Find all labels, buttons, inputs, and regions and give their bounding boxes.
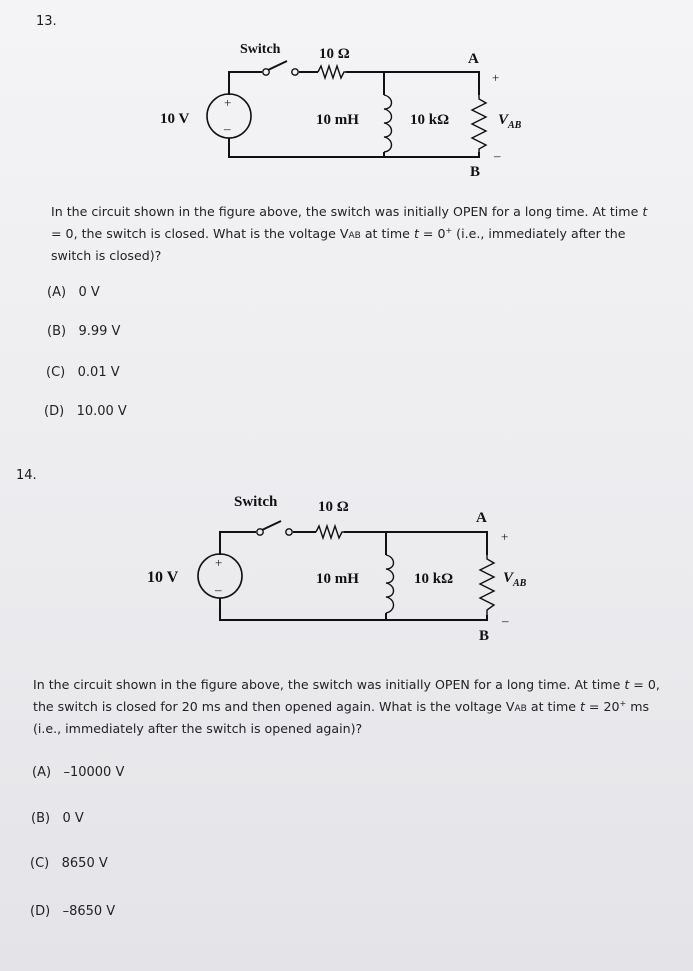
source-plus-sign: + <box>224 95 232 110</box>
switch-label: Switch <box>240 42 281 57</box>
source-minus-sign: – <box>215 582 222 597</box>
question-13-option-c[interactable]: (C) 0.01 V <box>46 365 120 380</box>
circuit-13-diagram <box>0 0 693 200</box>
node-a-label: A <box>468 51 479 67</box>
vab-label: $V_{AB}$ <box>503 570 527 589</box>
vab-plus-sign: + <box>501 529 509 544</box>
question-13-option-d[interactable]: (D) 10.00 V <box>44 404 127 419</box>
parallel-resistor-label: 10 kΩ <box>414 571 454 587</box>
source-minus-sign: – <box>224 121 231 136</box>
parallel-resistor-label: 10 kΩ <box>410 112 450 128</box>
question-14-number: 14. <box>16 468 37 483</box>
node-b-label: B <box>470 164 481 180</box>
series-resistor-label: 10 Ω <box>319 46 350 62</box>
question-13-option-a[interactable]: (A) 0 V <box>47 285 100 300</box>
question-14-text: In the circuit shown in the figure above, the switch was initially OPEN for a long time. At time t = 0, the switch is closed for 20 ms and then opened again. What is the voltage VAB at time t = 20+ ms (i.e., immediately after the switch is opened again)? <box>33 677 660 737</box>
vab-minus-sign: – <box>502 613 509 628</box>
question-14-option-d[interactable]: (D) –8650 V <box>30 904 116 919</box>
node-b-label: B <box>479 628 490 644</box>
question-14-option-a[interactable]: (A) –10000 V <box>32 765 125 780</box>
vab-minus-sign: – <box>494 148 501 163</box>
node-a-label: A <box>476 510 487 526</box>
switch-label: Switch <box>234 494 278 510</box>
series-resistor-label: 10 Ω <box>318 499 349 515</box>
source-plus-sign: + <box>215 555 223 570</box>
vab-plus-sign: + <box>492 70 500 85</box>
inductor-label: 10 mH <box>316 112 359 128</box>
question-13-number: 13. <box>36 14 57 29</box>
question-14-option-c[interactable]: (C) 8650 V <box>30 856 108 871</box>
vab-label: $V_{AB}$ <box>498 112 522 131</box>
inductor-label: 10 mH <box>316 571 359 587</box>
question-13-text: In the circuit shown in the figure above, the switch was initially OPEN for a long time. At time t = 0, the switch is closed. What is the voltage VAB at time t = 0+ (i.e., immediately after the switch is closed)? <box>51 204 648 264</box>
circuit-14-diagram <box>0 455 693 655</box>
source-voltage-label: 10 V <box>147 569 179 586</box>
question-13-option-b[interactable]: (B) 9.99 V <box>47 324 121 339</box>
question-14-option-b[interactable]: (B) 0 V <box>31 811 84 826</box>
source-voltage-label: 10 V <box>160 111 190 127</box>
